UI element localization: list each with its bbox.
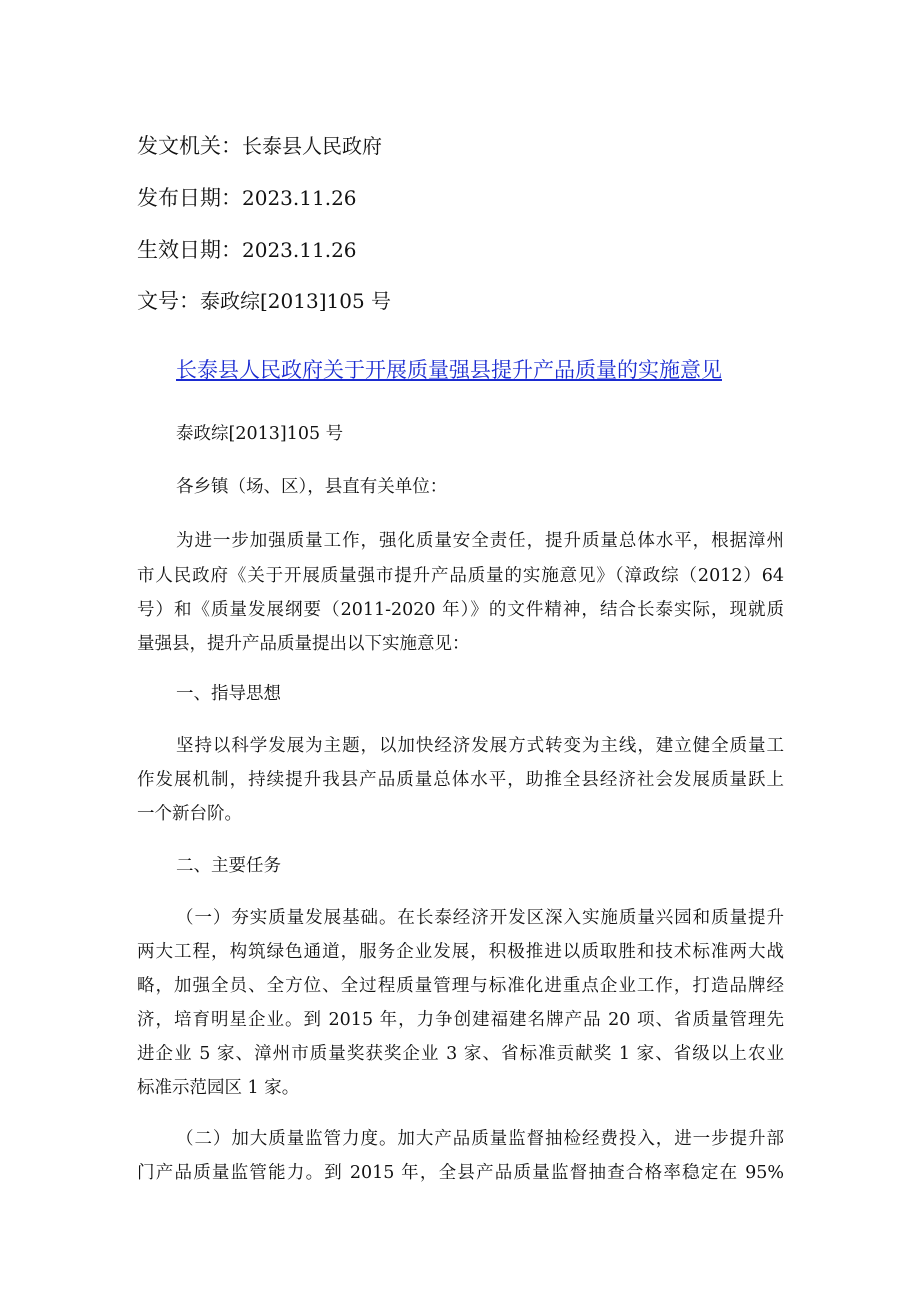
item1-line: 进企业 5 家、漳州市质量奖获奖企业 3 家、省标准贡献奖 1 家、省级以上农业 (137, 1044, 784, 1064)
intro-line: 量强县，提升产品质量提出以下实施意见： (137, 634, 470, 654)
item1-line: 略，加强全员、全方位、全过程质量管理与标准化进重点企业工作，打造品牌经 (137, 976, 784, 996)
publish-date-value: 2023.11.26 (242, 186, 357, 210)
doc-number-line: 泰政综[2013]105 号 (176, 424, 344, 444)
item2-line: （二）加大质量监管力度。加大产品质量监督抽检经费投入，进一步提升部 (176, 1129, 784, 1149)
publish-date-label: 发布日期： (137, 186, 242, 210)
issuer-label: 发文机关： (137, 134, 242, 158)
intro-line: 号）和《质量发展纲要（2011-2020 年）》的文件精神，结合长泰实际，现就质 (137, 600, 784, 620)
intro-line: 为进一步加强质量工作，强化质量安全责任，提升质量总体水平，根据漳州 (176, 531, 784, 551)
issuer-row (137, 132, 382, 160)
item1-line: 济，培育明星企业。到 2015 年，力争创建福建名牌产品 20 项、省质量管理先 (137, 1010, 784, 1030)
section1-line: 坚持以科学发展为主题，以加快经济发展方式转变为主线，建立健全质量工 (176, 736, 784, 756)
doc-number-label: 文号： (137, 289, 200, 313)
section2-heading: 二、主要任务 (176, 856, 281, 876)
section1-heading: 一、指导思想 (176, 684, 281, 704)
issuer-value: 长泰县人民政府 (242, 134, 382, 158)
doc-number-value: 泰政综[2013]105 号 (200, 289, 392, 313)
section1-line: 作发展机制，持续提升我县产品质量总体水平，助推全县经济社会发展质量跃上 (137, 770, 784, 790)
publish-date-row (137, 184, 357, 212)
item1-line: 两大工程，构筑绿色通道，服务企业发展，积极推进以质取胜和技术标准两大战 (137, 942, 784, 962)
doc-number-row (137, 287, 391, 315)
item1-line: 标准示范园区 1 家。 (137, 1078, 300, 1098)
intro-line: 市人民政府《关于开展质量强市提升产品质量的实施意见》（漳政综（2012）64 (137, 566, 784, 586)
item2-line: 门产品质量监管能力。到 2015 年，全县产品质量监督抽查合格率稳定在 95% (137, 1163, 784, 1183)
effective-date-row (137, 236, 357, 264)
item1-line: （一）夯实质量发展基础。在长泰经济开发区深入实施质量兴园和质量提升 (176, 908, 784, 928)
section1-line: 一个新台阶。 (137, 804, 242, 824)
document-title-link[interactable]: 长泰县人民政府关于开展质量强县提升产品质量的实施意见 (176, 358, 722, 382)
effective-date-label: 生效日期： (137, 238, 242, 262)
effective-date-value: 2023.11.26 (242, 238, 357, 262)
addressee-line: 各乡镇（场、区），县直有关单位： (176, 477, 448, 497)
